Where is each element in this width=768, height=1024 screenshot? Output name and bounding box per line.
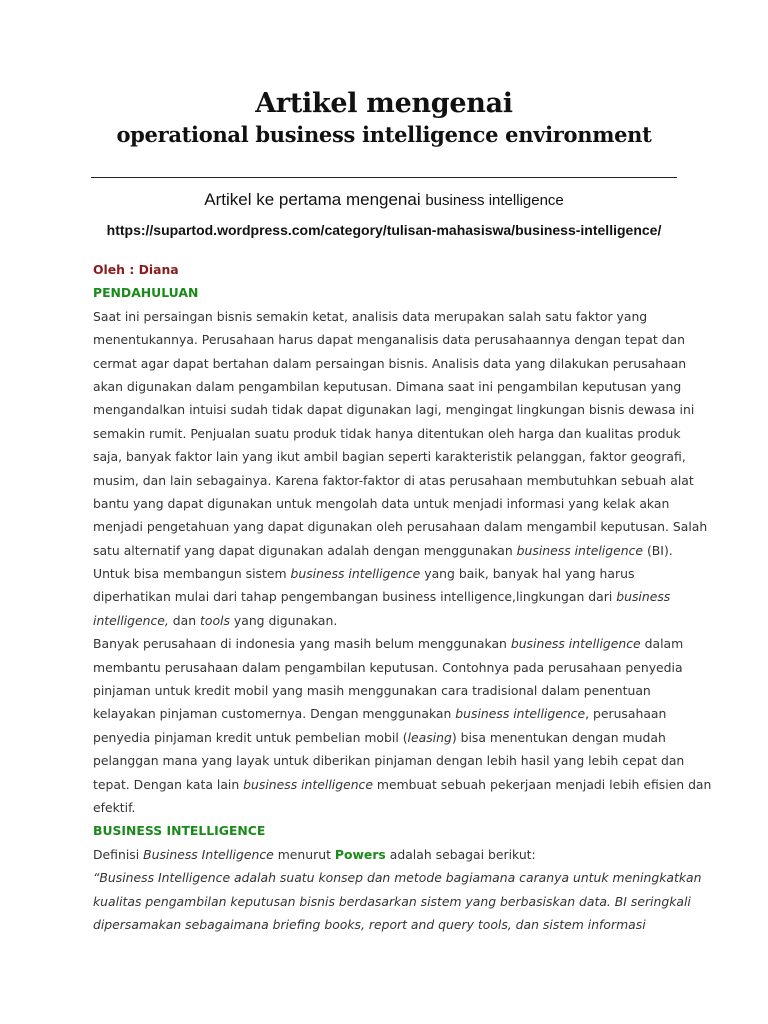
italic-term: business intelligence [290, 566, 421, 582]
quote-text: “Business Intelligence adalah suatu konsep dan metode bagiamana caranya untuk meningkatkan [93, 870, 702, 886]
paragraph-line: pelanggan mana yang layak untuk diberikan pinjaman dengan lebih hasil yang lebih cepat dan [93, 753, 685, 769]
paragraph-line: membantu perusahaan dalam pengambilan keputusan. Contohnya pada perusahaan penyedia [93, 659, 683, 675]
paragraph-line [93, 562, 683, 585]
powers-name: Powers [334, 846, 386, 862]
italic-term: business [616, 589, 671, 605]
paragraph-line [93, 609, 683, 632]
text-run: Untuk bisa membangun sistem [93, 566, 291, 582]
text-run: (BI). [643, 542, 673, 558]
quote-line [93, 890, 691, 913]
article-subtitle-main: Artikel ke pertama mengenai [204, 190, 426, 209]
document-title-line-2: operational business intelligence environment [116, 122, 652, 147]
paragraph-line: mengandalkan intuisi sudah tidak dapat digunakan lagi, mengingat lingkungan bisnis dewasa ini [93, 402, 695, 418]
text-run: , perusahaan [585, 706, 667, 722]
italic-term: leasing [407, 729, 452, 745]
italic-term: tools [200, 612, 230, 628]
article-body [93, 258, 712, 936]
text-run: adalah sebagai berikut: [385, 846, 536, 862]
paragraph-line: menjadi pengetahuan yang dapat digunakan oleh perusahaan dalam mengambil keputusan. Salah [93, 519, 708, 535]
text-run: dalam [640, 636, 684, 652]
paragraph-line [93, 702, 683, 725]
text-run: yang digunakan. [229, 612, 338, 628]
text-run: Banyak perusahaan di indonesia yang masih belum menggunakan [93, 636, 511, 652]
section-heading-bi: BUSINESS INTELLIGENCE [93, 823, 266, 839]
paragraph-line: akan digunakan dalam pengambilan keputusan. Dimana saat ini pengambilan keputusan yang [93, 378, 682, 394]
horizontal-rule [91, 177, 677, 178]
paragraph-line: pinjaman untuk kredit mobil yang masih menggunakan cara tradisional dalam penentuan [93, 683, 651, 699]
text-run: kelayakan pinjaman customernya. Dengan menggunakan [93, 706, 456, 722]
italic-term: business intelligence [510, 636, 641, 652]
section-heading-intro: PENDAHULUAN [93, 285, 199, 301]
quote-line [93, 866, 702, 889]
italic-term: Business Intelligence [143, 846, 274, 862]
article-subtitle [0, 190, 768, 210]
text-run: Definisi [93, 846, 144, 862]
paragraph-line: cermat agar dapat bertahan dalam persaingan bisnis. Analisis data yang dilakukan perusahaan [93, 355, 687, 371]
italic-term: intelligence, [93, 612, 169, 628]
paragraph-line: efektif. [93, 799, 136, 815]
paragraph-line: saja, banyak faktor lain yang ikut ambil bagian seperti karakteristik pelanggan, faktor geografi, [93, 449, 686, 465]
text-run: membuat sebuah pekerjaan menjadi lebih efisien dan [372, 776, 712, 792]
italic-term: business intelligence [455, 706, 586, 722]
quote-text: kualitas pengambilan keputusan bisnis berdasarkan sistem yang berbasiskan data. BI seringkali [93, 893, 691, 909]
source-url[interactable]: https://supartod.wordpress.com/category/tulisan-mahasiswa/business-intelligence/ [106, 222, 662, 238]
paragraph-line [93, 632, 683, 655]
text-run: penyedia pinjaman kredit untuk pembelian mobil ( [93, 729, 408, 745]
paragraph-line: bantu yang dapat digunakan untuk mengolah data untuk menjadi informasi yang kelak akan [93, 495, 670, 511]
text-run: diperhatikan mulai dari tahap pengembangan business intelligence,lingkungan dari [93, 589, 617, 605]
italic-term: business inteligence [516, 542, 644, 558]
paragraph-line [93, 843, 683, 866]
paragraph-line: menentukannya. Perusahaan harus dapat menganalisis data perusahaannya dengan tepat dan [93, 332, 685, 348]
paragraph-line: Saat ini persaingan bisnis semakin ketat, analisis data merupakan salah satu faktor yang [93, 308, 648, 324]
quote-line [93, 913, 683, 936]
paragraph-line [93, 773, 712, 796]
text-run: menurut [273, 846, 335, 862]
paragraph-line [93, 585, 683, 608]
text-run: dan [168, 612, 201, 628]
paragraph-line: musim, dan lain sebagainya. Karena faktor-faktor di atas perusahaan membutuhkan sebuah alat [93, 472, 694, 488]
text-run: tepat. Dengan kata lain [93, 776, 244, 792]
quote-text: dipersamakan sebagaimana briefing books, report and query tools, dan sistem informasi [93, 916, 646, 932]
italic-term: business intelligence [243, 776, 373, 792]
paragraph-line [93, 539, 683, 562]
article-subtitle-topic: business intelligence [425, 192, 564, 209]
document-title: Artikel mengenai [255, 88, 513, 119]
author-line: Oleh : Diana [93, 262, 179, 277]
paragraph-line: semakin rumit. Penjualan suatu produk tidak hanya ditentukan oleh harga dan kualitas produk [93, 425, 681, 441]
text-run: satu alternatif yang dapat digunakan adalah dengan menggunakan [93, 542, 517, 558]
text-run: ) bisa menentukan dengan mudah [451, 729, 666, 745]
text-run: yang baik, banyak hal yang harus [420, 566, 635, 582]
paragraph-line [93, 726, 683, 749]
